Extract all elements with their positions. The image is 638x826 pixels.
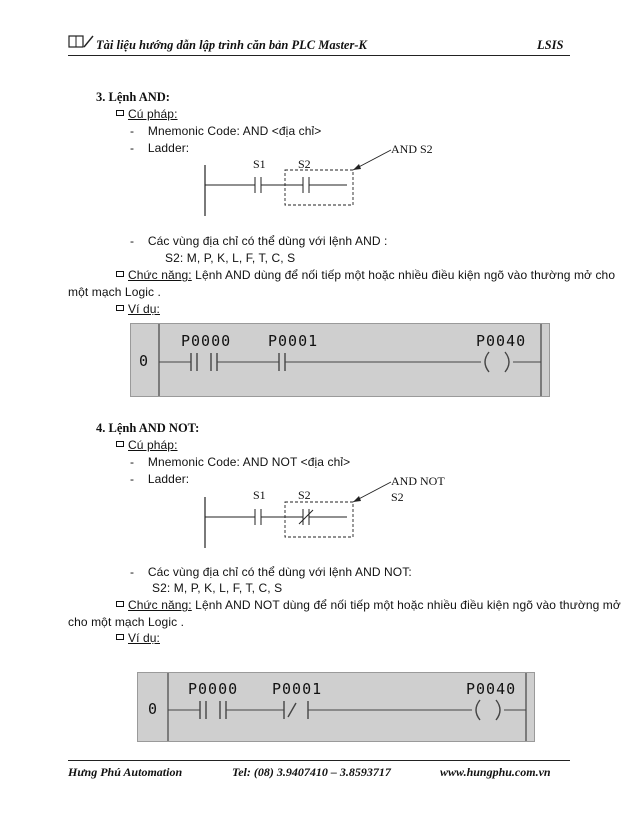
contact1-address: P0000 [181, 332, 232, 350]
bullet-icon [116, 634, 124, 640]
section-and-not-function [116, 598, 621, 612]
example-rung-and-not [138, 673, 534, 741]
function-label: Chức năng: [128, 268, 192, 282]
bullet-icon [116, 271, 124, 277]
header-logo-icon [68, 34, 94, 55]
footer-phone: Tel: (08) 3.9407410 – 3.8593717 [232, 765, 391, 779]
function-text: Lệnh AND dùng để nối tiếp một hoặc nhiều điều kiện ngõ vào thường mở cho [191, 268, 616, 282]
section-and-syntax [116, 107, 178, 121]
s1-label: S1 [253, 157, 266, 171]
coil-address: P0040 [466, 680, 517, 698]
section-and-example [116, 302, 160, 316]
bullet-icon [116, 110, 124, 116]
section-and-function-cont: một mạch Logic . [68, 285, 161, 299]
example-ladder-panel-and [130, 323, 550, 397]
section-and-not-ladder-label: - Ladder: [130, 472, 190, 486]
section-and-not-mnemonic: - Mnemonic Code: AND NOT <địa chỉ> [130, 455, 351, 469]
contact2-address: P0001 [268, 332, 319, 350]
section-and-not-example [116, 631, 160, 645]
section-and-not-syntax [116, 438, 178, 452]
example-label: Ví dụ: [128, 302, 160, 316]
function-label: Chức năng: [128, 598, 192, 612]
section-and-heading: 3. Lệnh AND: [96, 90, 170, 104]
header-title: Tài liệu hướng dẫn lập trình căn bản PLC Master-K [96, 38, 367, 52]
ladder-diagram-and [195, 140, 395, 220]
section-and-areas-values: S2: M, P, K, L, F, T, C, S [165, 251, 296, 265]
section-and-not-areas-values: S2: M, P, K, L, F, T, C, S [152, 581, 283, 595]
section-and-function [116, 268, 615, 282]
footer-company: Hưng Phú Automation [68, 765, 183, 779]
section-and-not-heading: 4. Lệnh AND NOT: [96, 421, 200, 435]
areas-line: Các vùng địa chỉ có thể dùng với lệnh AND : [147, 234, 388, 248]
syntax-label: Cú pháp: [128, 438, 178, 452]
callout-and-not-2: S2 [391, 490, 404, 504]
section-and-areas: - Các vùng địa chỉ có thể dùng với lệnh AND : [130, 234, 388, 248]
s2-label: S2 [298, 488, 311, 502]
example-rung-and [131, 324, 549, 396]
header-rule [68, 55, 570, 56]
section-and-mnemonic: - Mnemonic Code: AND <địa chỉ> [130, 124, 322, 138]
coil-address: P0040 [476, 332, 527, 350]
syntax-label: Cú pháp: [128, 107, 178, 121]
section-and-not-function-cont: cho một mạch Logic . [68, 615, 185, 629]
s2-label: S2 [298, 157, 311, 171]
example-label: Ví dụ: [128, 631, 160, 645]
callout-and-s2: AND S2 [391, 142, 433, 156]
step-number: 0 [139, 352, 149, 370]
bullet-icon [116, 441, 124, 447]
example-ladder-panel-and-not [137, 672, 535, 742]
ladder-label: Ladder: [147, 472, 190, 486]
section-and-not-areas: - Các vùng địa chỉ có thể dùng với lệnh AND NOT: [130, 565, 412, 579]
areas-line: Các vùng địa chỉ có thể dùng với lệnh AND NOT: [147, 565, 412, 579]
section-and-ladder-label: - Ladder: [130, 141, 190, 155]
footer-rule [68, 760, 570, 761]
ladder-diagram-and-not [195, 472, 395, 552]
ladder-label: Ladder: [147, 141, 190, 155]
bullet-icon [116, 601, 124, 607]
footer-website: www.hungphu.com.vn [440, 765, 551, 779]
header-brand: LSIS [537, 38, 564, 52]
step-number: 0 [148, 700, 158, 718]
s1-label: S1 [253, 488, 266, 502]
callout-and-not-1: AND NOT [391, 474, 445, 488]
function-text: Lệnh AND NOT dùng để nối tiếp một hoặc nhiều điều kiện ngõ vào thường mở [191, 598, 621, 612]
contact2-address: P0001 [272, 680, 323, 698]
bullet-icon [116, 305, 124, 311]
mnemonic-text: Mnemonic Code: AND NOT <địa chỉ> [147, 455, 351, 469]
mnemonic-text: Mnemonic Code: AND <địa chỉ> [147, 124, 322, 138]
contact1-address: P0000 [188, 680, 239, 698]
